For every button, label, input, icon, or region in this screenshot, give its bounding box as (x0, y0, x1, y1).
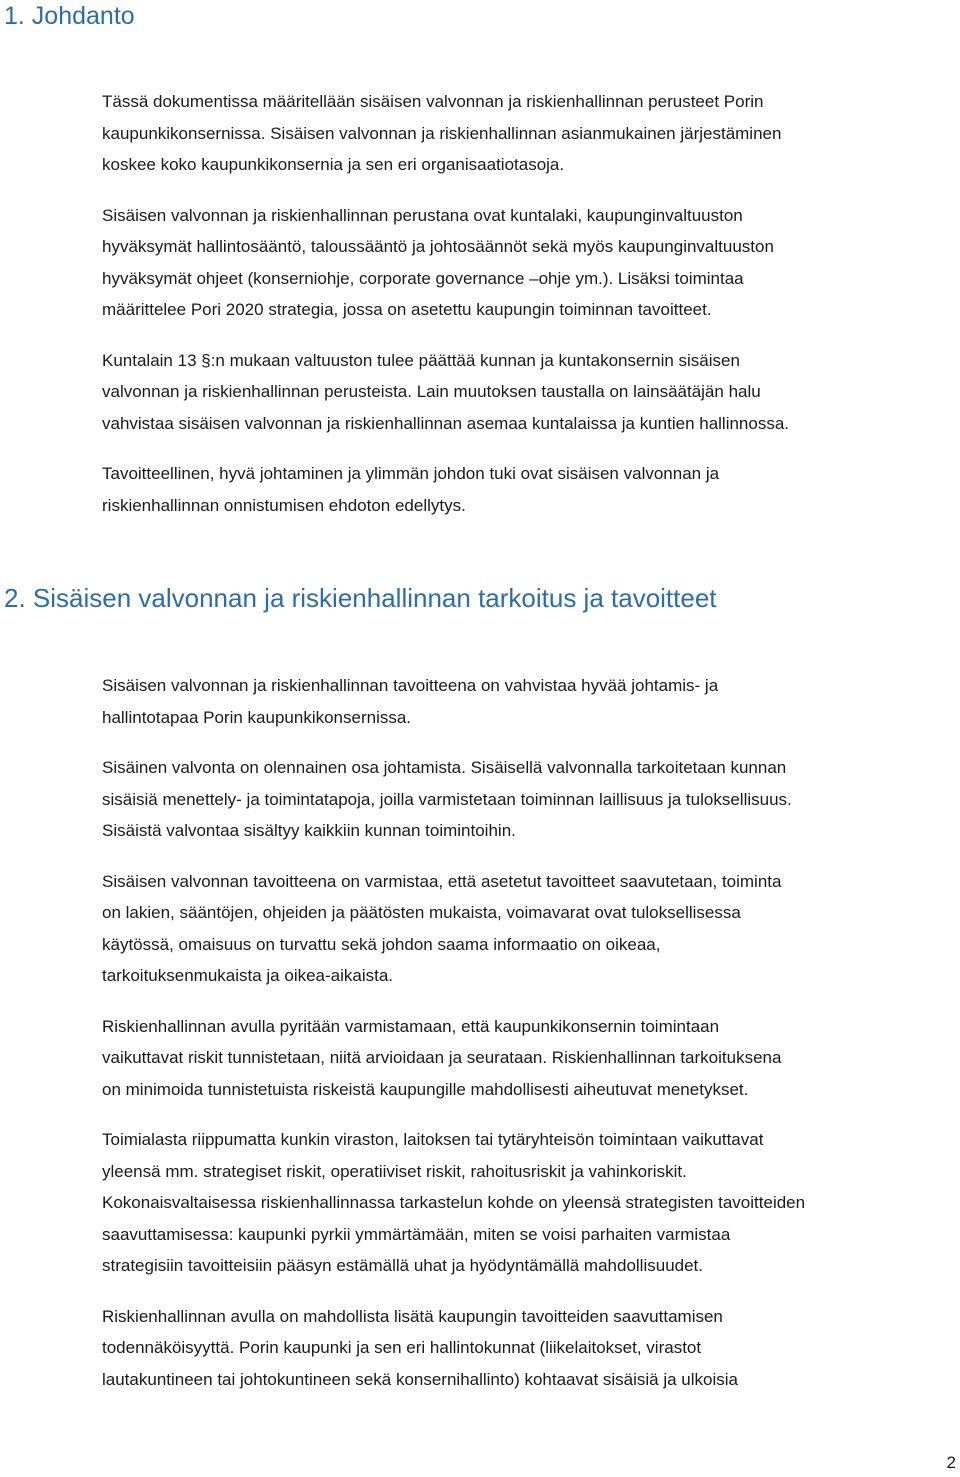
paragraph-line: on lakien, sääntöjen, ohjeiden ja päätösten mukaista, voimavarat ovat tuloksellisessa (102, 903, 741, 922)
paragraph-line: Sisäisen valvonnan ja riskienhallinnan perustana ovat kuntalaki, kaupunginvaltuuston (102, 205, 743, 225)
paragraph-line: Kokonaisvaltaisessa riskienhallinnassa tarkastelun kohde on yleensä strategisten tavoitteiden (102, 1193, 806, 1212)
paragraph (102, 345, 958, 440)
paragraph-line: Riskienhallinnan avulla on mahdollista lisätä kaupungin tavoitteiden saavuttamisen (102, 1306, 723, 1326)
page-number: 2 (946, 1453, 956, 1472)
paragraph-line: Tavoitteellinen, hyvä johtaminen ja ylimmän johdon tuki ovat sisäisen valvonnan ja (102, 464, 720, 483)
section-2-heading: 2. Sisäisen valvonnan ja riskienhallinnan tarkoitus ja tavoitteet (4, 583, 717, 613)
paragraph (102, 670, 958, 733)
paragraph-line: hyväksymät hallintosääntö, taloussääntö ja johtosäännöt sekä myös kaupunginvaltuuston (102, 237, 774, 256)
paragraph-line: valvonnan ja riskienhallinnan perusteista. Lain muutoksen taustalla on lainsäätäjän halu (102, 382, 761, 401)
paragraph-line: lautakuntineen tai johtokuntineen sekä konsernihallinto) kohtaavat sisäisiä ja ulkoisia (102, 1369, 739, 1389)
paragraph-line: määrittelee Pori 2020 strategia, jossa on asetettu kaupungin toiminnan tavoitteet. (102, 300, 712, 319)
paragraph (102, 86, 958, 181)
paragraph-line: strategisiin tavoitteisiin pääsyn estämällä uhat ja hyödyntämällä mahdollisuudet. (102, 1256, 704, 1275)
paragraph (102, 458, 958, 521)
paragraph-line: on minimoida tunnistetuista riskeistä kaupungille mahdollisesti aiheutuvat menetykset. (102, 1079, 749, 1099)
paragraph-line: Sisäisen valvonnan ja riskienhallinnan tavoitteena on vahvistaa hyvää johtamis- ja (102, 676, 719, 695)
paragraph-line: Kuntalain 13 §:n mukaan valtuuston tulee päättää kunnan ja kuntakonsernin sisäisen (102, 350, 740, 370)
paragraph (102, 1301, 958, 1396)
paragraph-line: Toimialasta riippumatta kunkin viraston, laitoksen tai tytäryhteisön toimintaan vaikuttavat (102, 1130, 764, 1149)
paragraph-line: hyväksymät ohjeet (konserniohje, corporate governance –ohje ym.). Lisäksi toimintaa (102, 268, 744, 288)
paragraph-line: koskee koko kaupunkikonsernia ja sen eri organisaatiotasoja. (102, 155, 565, 174)
paragraph-line: kaupunkikonsernissa. Sisäisen valvonnan ja riskienhallinnan asianmukainen järjestäminen (102, 123, 782, 143)
paragraph-line: yleensä mm. strategiset riskit, operatiiviset riskit, rahoitusriskit ja vahinkoriskit. (102, 1161, 687, 1181)
paragraph-line: vaikuttavat riskit tunnistetaan, niitä arvioidaan ja seurataan. Riskienhallinnan tarkoituksena (102, 1048, 782, 1067)
paragraph-line: sisäisiä menettely- ja toimintatapoja, joilla varmistetaan toiminnan laillisuus ja tuloksellisuus. (102, 789, 792, 809)
paragraph-line: riskienhallinnan onnistumisen ehdoton edellytys. (102, 495, 466, 515)
section-1-body (102, 86, 958, 540)
paragraph-line: käytössä, omaisuus on turvattu sekä johdon saama informaatio on oikeaa, (102, 934, 661, 954)
paragraph (102, 752, 958, 847)
paragraph-line: hallintotapaa Porin kaupunkikonsernissa. (102, 707, 412, 727)
paragraph-line: tarkoituksenmukaista ja oikea-aikaista. (102, 966, 394, 985)
paragraph-line: vahvistaa sisäisen valvonnan ja riskienhallinnan asemaa kuntalaissa ja kuntien hallinnossa. (102, 413, 790, 433)
paragraph-line: Sisäinen valvonta on olennainen osa johtamista. Sisäisellä valvonnalla tarkoitetaan kunnan (102, 758, 787, 777)
paragraph (102, 200, 958, 326)
paragraph-line: todennäköisyyttä. Porin kaupunki ja sen eri hallintokunnat (liikelaitokset, virastot (102, 1338, 702, 1357)
paragraph-line: Riskienhallinnan avulla pyritään varmistamaan, että kaupunkikonsernin toimintaan (102, 1016, 720, 1036)
section-2-body (102, 670, 958, 1414)
paragraph-line: Sisäisen valvonnan tavoitteena on varmistaa, että asetetut tavoitteet saavutetaan, toiminta (102, 871, 782, 891)
paragraph-line: Tässä dokumentissa määritellään sisäisen valvonnan ja riskienhallinnan perusteet Porin (102, 92, 764, 111)
paragraph-line: saavuttamisessa: kaupunki pyrkii ymmärtämään, miten se voisi parhaiten varmistaa (102, 1224, 731, 1244)
paragraph (102, 1124, 958, 1282)
section-1-heading: 1. Johdanto (4, 2, 135, 30)
paragraph (102, 1011, 958, 1106)
paragraph-line: Sisäistä valvontaa sisältyy kaikkiin kunnan toimintoihin. (102, 821, 516, 840)
paragraph (102, 866, 958, 992)
